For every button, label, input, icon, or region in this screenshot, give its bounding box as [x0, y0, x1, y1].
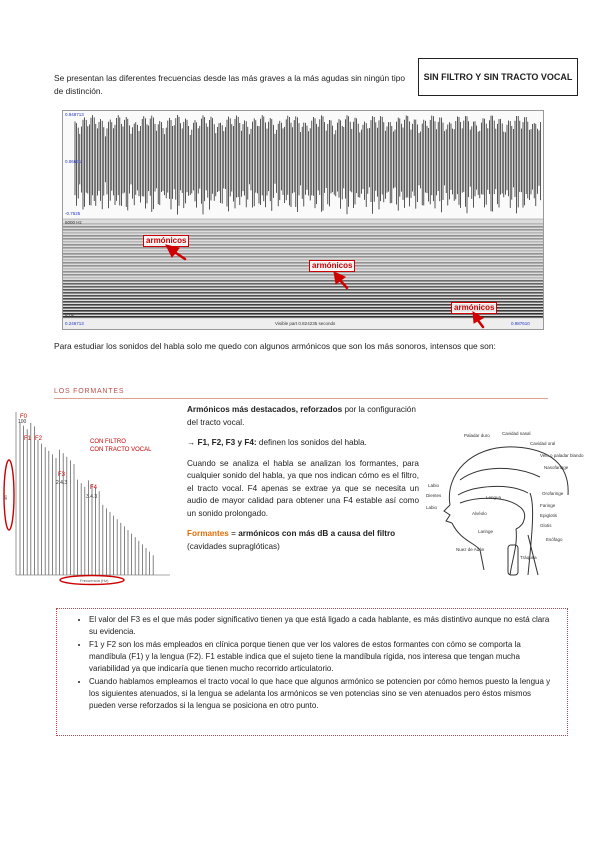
p4-mid: =: [228, 529, 239, 538]
label-paladar-duro: Paladar duro: [464, 433, 490, 438]
formant-spectrum-graph: [0, 400, 180, 590]
time-right-label: 0.987610: [511, 321, 530, 326]
notes-list: [67, 614, 557, 712]
visible-part-label: Visible part 0.824235 seconds: [275, 321, 336, 326]
red-arrows: [63, 111, 543, 329]
annotation-line-1: CON FILTRO: [90, 439, 126, 445]
p2-bold: F1, F2, F3 y F4:: [197, 438, 257, 447]
note-item-1: • El valor del F3 es el que más poder significativo tienen ya que está ligado a cada hablante, es más distintivo aunque no está clara su evidencia.: [89, 614, 557, 638]
f3-value: 2.4.3: [56, 480, 68, 486]
amp-mid-label: 0.06651: [65, 159, 82, 164]
p1-bold: Armónicos más destacados, reforzados: [187, 405, 343, 414]
label-nasofaringe: Nasofaringe: [544, 465, 569, 470]
freq-top-label: 6000 Hz: [65, 220, 82, 225]
section-divider: [54, 398, 548, 399]
notes-box: [56, 608, 568, 736]
label-labio-bot: Labio: [426, 505, 438, 510]
label-labio-top: Labio: [428, 483, 440, 488]
label-glotis: Glotis: [540, 523, 552, 528]
title-box-text: SIN FILTRO Y SIN TRACTO VOCAL: [423, 72, 573, 82]
spectrogram-image: [62, 110, 544, 330]
f2-label: F2: [35, 436, 43, 442]
pharynx-front: [510, 529, 516, 575]
armonicos-label-2: armónicos: [309, 260, 355, 272]
p1-rest: por la configuración del tracto vocal.: [187, 405, 416, 427]
graph-y-label: dB: [3, 495, 8, 500]
study-paragraph: Para estudiar los sonidos del habla solo me quedo con algunos armónicos que son los más sonoros, intensos que son:: [54, 341, 496, 351]
tongue-outline: [460, 498, 525, 529]
label-esofago: Esófago: [546, 537, 563, 542]
freq-bot-label: 0 Hz: [65, 312, 75, 317]
label-alveolo: Alvéolo: [472, 511, 487, 516]
label-cavidad-nasal: Cavidad nasal: [502, 431, 531, 436]
f1-label: F1: [24, 436, 32, 442]
pharynx-back: [528, 493, 533, 575]
f4-label: F4: [90, 485, 98, 491]
formantes-p4: [187, 528, 419, 553]
label-velo: Velo o paladar blando: [540, 453, 584, 458]
amp-top-label: 0.948713: [65, 112, 84, 117]
y-axis-highlight: [4, 460, 14, 530]
armonicos-label-3: armónicos: [451, 302, 497, 314]
f0-label: F0: [20, 414, 28, 420]
f4-value: 3.4.3: [86, 494, 98, 500]
lips-outline: [444, 505, 452, 523]
label-faringe: Faringe: [540, 503, 556, 508]
annotation-line-2: CON TRACTO VOCAL: [90, 447, 152, 453]
title-box: [418, 58, 578, 96]
note-item-3: • Cuando hablamos empleamos el tracto vocal lo que hace que algunos armónico se potencien por cómo hemos puesto la lengua y los siguientes atenuados, si la lengua se adelanta los armónicos se ven potencias sino se ven atenuados pero éstos mismos pueden verse reforzados si la lengua se posiciona en otro punto.: [89, 676, 557, 712]
intro-paragraph: Se presentan las diferentes frecuencias desde las más graves a la más agudas sin ningún tipo de distinción.: [54, 73, 406, 96]
formantes-p3: Cuando se analiza el habla se analizan los formantes, para cualquier sonido del habla, ya que nos indican cómo es el filtro, el tracto vocal. F4 apenas se extrae ya que se necesita un audio de mayor calidad para obtener una F4 estable así como un sonido prolongado.: [187, 458, 419, 518]
label-lengua: Lengua: [486, 495, 502, 500]
label-dientes: Dientes: [426, 493, 442, 498]
label-laringe: Laringe: [478, 529, 494, 534]
label-epiglotis: Epiglotis: [540, 513, 558, 518]
label-orofaringe: Orofaringe: [542, 491, 564, 496]
section-heading: LOS FORMANTES: [54, 388, 125, 395]
hard-palate: [458, 486, 528, 495]
formantes-p1: [187, 404, 419, 429]
amp-low-label: -0.7525: [65, 211, 81, 216]
arrow-glyph: →: [187, 438, 196, 447]
label-traquea: Tráquea: [520, 555, 537, 560]
time-left-label: 0.246713: [65, 321, 84, 326]
formantes-text: [187, 404, 419, 561]
label-cavidad-oral: Cavidad oral: [530, 441, 556, 446]
nasal-cavity: [460, 468, 540, 480]
vocal-tract-diagram: [420, 425, 590, 585]
p4-rest: (cavidades supraglóticas): [187, 541, 280, 551]
note-item-2: • F1 y F2 son los más empleados en clínica porque tienen que ver los valores de estos formantes con cómo se comporta la mandíbula (F1) y la lengua (F2). F1 estable indica que el sujeto tiene la mandíbula rígida, nos interesa que tengan mucha variabilidad ya que indicaría que tienen mucho recorrido articulatorio.: [89, 639, 557, 675]
p2-rest: definen los sonidos del habla.: [256, 438, 367, 447]
p4-bold: armónicos con más dB a causa del filtro: [238, 529, 396, 538]
f3-label: F3: [58, 472, 66, 478]
graph-y-top: 100: [18, 419, 27, 425]
armonicos-label-1: armónicos: [143, 235, 189, 247]
graph-x-label: Frecuencia (Hz): [80, 578, 109, 583]
label-nuez: Nuez de Adán: [456, 547, 485, 552]
p4-orange: Formantes: [187, 529, 229, 538]
formantes-p2: [187, 437, 419, 450]
